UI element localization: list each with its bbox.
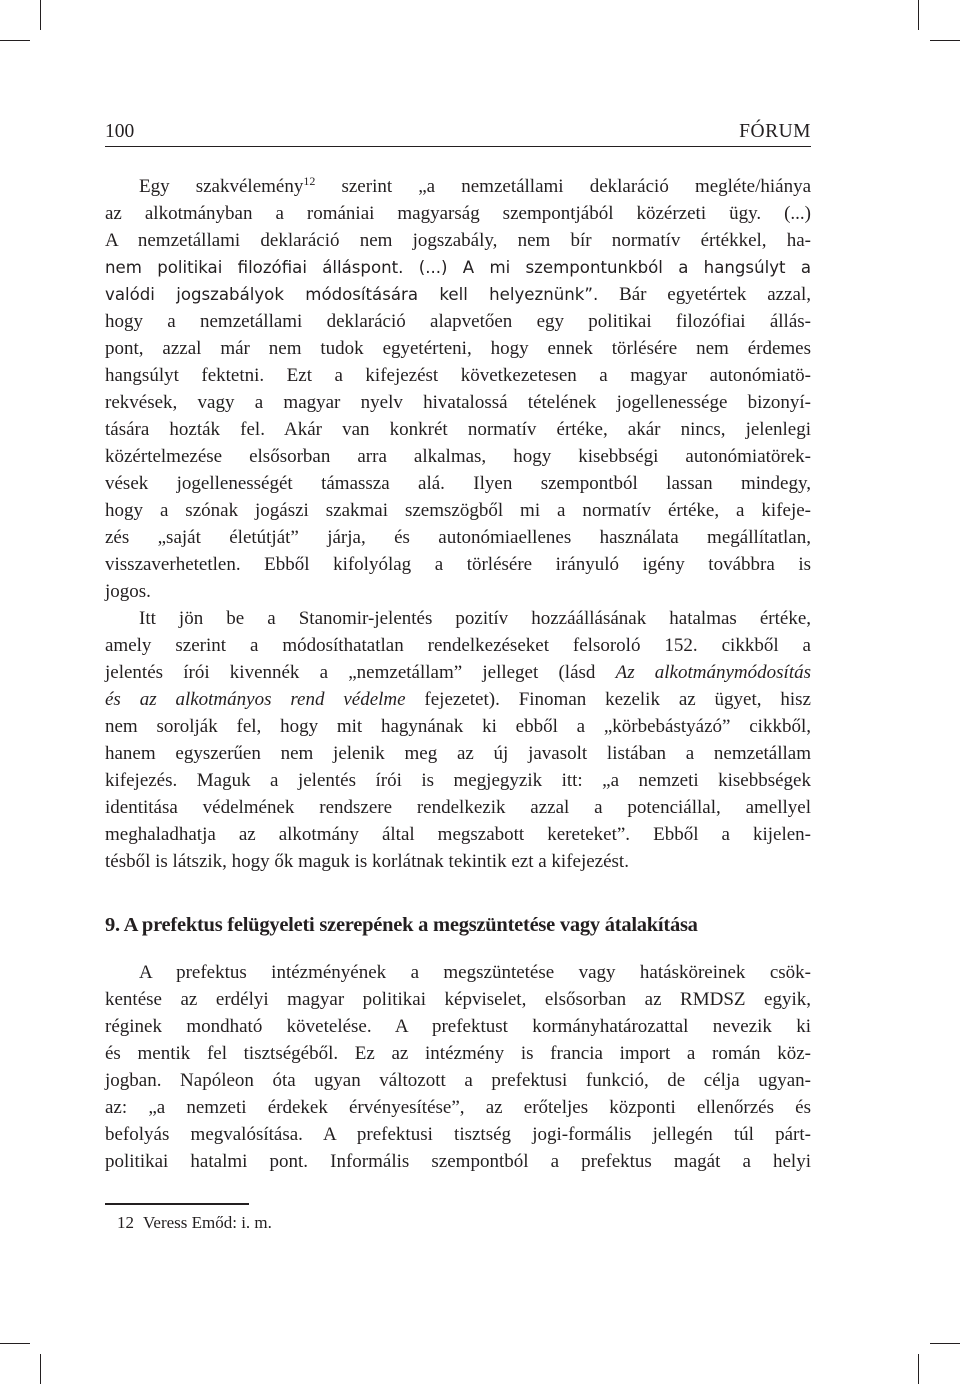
crop-mark-left-top: [0, 40, 30, 41]
text-line: visszaverhetetlen. Ebből kifolyólag a törlésére irányuló igény továbbra is: [105, 554, 811, 575]
crop-mark-right-bottom: [930, 1343, 960, 1344]
text-line: A nemzetállami deklaráció nem jogszabály, nem bír normatív értékkel, ha-: [105, 230, 811, 251]
footnote-ref[interactable]: 12: [303, 174, 316, 188]
text-line: nem sorolják fel, hogy mit hagynának ki ebből a „körbebástyázó” cikkből,: [105, 716, 811, 737]
text-line: zés „saját életútját” járja, és autonómiaellenes használata megállítatlan,: [105, 527, 811, 548]
text-line: vések jogellenességét támassza alá. Ilyen szempontból lassan mindegy,: [105, 473, 811, 494]
text-line: valódi jogszabályok módosítására kell helyeznünk”. Bár egyetértek azzal,: [105, 284, 811, 305]
text-line: identitása védelmének rendszere rendelkezik azzal a potenciállal, amellyel: [105, 797, 811, 818]
text-line: hanem egyszerűen nem jelenik meg az új javasolt listában a nemzetállam: [105, 743, 811, 764]
text-line: Egy szakvélemény$^{12}$ szerint „a nemzetállami deklaráció megléte/hiánya: [139, 174, 811, 197]
text-line: meghaladhatja az alkotmány által megszabott kereteket”. Ebből a kijelen-: [105, 824, 811, 845]
text-line: Itt jön be a Stanomir-jelentés pozitív hozzáállásának hatalmas értéke,: [139, 608, 811, 629]
text-line: rekvések, vagy a magyar nyelv hivatalossá tételének jogellenessége bizonyí-: [105, 392, 811, 413]
footnote-rule: [105, 1203, 249, 1205]
text-line: jogos.: [105, 581, 151, 602]
text-line: nem politikai filozófiai álláspont. (...) A mi szempontunkból a hangsúlyt a: [105, 258, 811, 277]
crop-mark-bottom-right: [918, 1354, 919, 1384]
text-line: jogban. Napóleon óta ugyan változott a prefektusi funkció, de célja ugyan-: [105, 1070, 811, 1091]
section-number: 9.: [105, 914, 120, 936]
section-heading: [105, 911, 811, 939]
chapter-reference: és az alkotmányos rend védelme: [105, 689, 406, 710]
section-title: A prefektus felügyeleti szerepének a megszüntetése vagy átalakítása: [123, 914, 698, 936]
crop-mark-bottom-left: [40, 1354, 41, 1384]
text-line: amely szerint a módosíthatatlan rendelkezéseket felsoroló 152. cikkből a: [105, 635, 811, 656]
text-line: pont, azzal már nem tudok egyetérteni, hogy ennek törlésére nem érdemes: [105, 338, 811, 359]
text-line: az: „a nemzeti érdekek érvényesítése”, az erőteljes központi ellenőrzés és: [105, 1097, 811, 1118]
text-line: kentése az erdélyi magyar politikai képviselet, elsősorban az RMDSZ egyik,: [105, 989, 811, 1010]
text-line: és az alkotmányos rend védelme fejezetet). Finoman kezelik az ügyet, hisz: [105, 689, 811, 710]
footnote: [117, 1210, 272, 1236]
text-line: jelentés írói kivennék a „nemzetállam” jelleget (lásd Az alkotmánymódosítás: [105, 662, 811, 683]
text-line: hogy a nemzetállami deklaráció alapvetően egy politikai filozófiai állás-: [105, 311, 811, 332]
text-line: hangsúlyt fektetni. Ezt a kifejezést következetesen a magyar autonómiatö-: [105, 365, 811, 386]
text-line: kifejezés. Maguk a jelentés írói is megjegyzik itt: „a nemzeti kisebbségek: [105, 770, 811, 791]
text-line: közértelmezése elsősorban arra alkalmas, hogy kisebbségi autonómiatörek-: [105, 446, 811, 467]
text-line: politikai hatalmi pont. Informális szempontból a prefektus magát a helyi: [105, 1151, 811, 1172]
text-line: hogy a szónak jogászi szakmai szemszögből mi a normatív értéke, a kifeje-: [105, 500, 811, 521]
chapter-reference: Az alkotmánymódosítás: [615, 662, 811, 683]
crop-mark-top-left: [40, 0, 41, 30]
journal-title: FÓRUM: [739, 121, 811, 142]
page-number: 100: [105, 121, 135, 142]
text-line: tására hozták fel. Akár van konkrét normatív értéke, akár nincs, jelenlegi: [105, 419, 811, 440]
text-line: A prefektus intézményének a megszüntetése vagy hatásköreinek csök-: [139, 962, 811, 983]
text-line: az alkotmányban a romániai magyarság szempontjából közérzeti ügy. (...): [105, 203, 811, 224]
text-line: réginek mondható követelése. A prefektust kormányhatározattal nevezik ki: [105, 1016, 811, 1037]
footnote-text: Veress Emőd: i. m.: [143, 1213, 272, 1232]
crop-mark-right-top: [930, 40, 960, 41]
running-head: [105, 116, 811, 147]
text-line: tésből is látszik, hogy ők maguk is korlátnak tekintik ezt a kifejezést.: [105, 851, 629, 872]
crop-mark-left-bottom: [0, 1343, 30, 1344]
text-line: befolyás megvalósítása. A prefektusi tisztség jogi-formális jellegén túl párt-: [105, 1124, 811, 1145]
footnote-number: 12: [117, 1213, 134, 1232]
crop-mark-top-right: [918, 0, 919, 30]
text-line: és mentik fel tisztségéből. Ez az intézmény is francia import a román köz-: [105, 1043, 811, 1064]
